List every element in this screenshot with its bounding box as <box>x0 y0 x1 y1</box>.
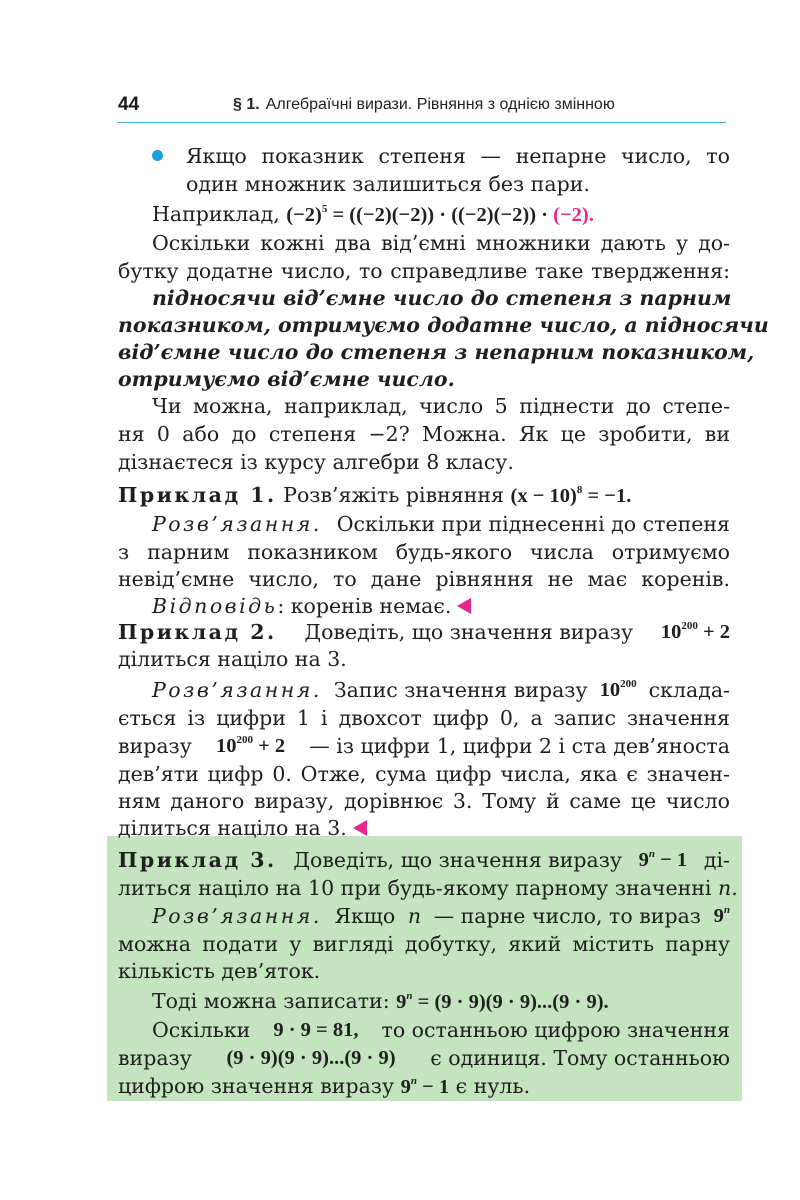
solution-expression: 9 · 9 = 81, <box>273 1019 359 1041</box>
solution-text: Тоді можна записати: <box>152 989 390 1013</box>
equation-rhs: = −1. <box>582 485 632 507</box>
example3-task: Доведіть, що значення виразу <box>293 848 622 872</box>
solution-expression <box>401 1076 450 1098</box>
running-header <box>118 92 726 123</box>
solution-text: виразу <box>118 734 192 758</box>
solution-text: цифрою значення виразу <box>118 1074 395 1098</box>
example3-heading <box>118 847 730 873</box>
solution-line: кількість дев’яток. <box>118 959 321 983</box>
end-marker-icon <box>353 820 367 836</box>
expr-exponent: 200 <box>681 620 698 632</box>
solution-line <box>118 1045 730 1071</box>
expr-exponent: n <box>723 904 730 916</box>
section-label: § 1. <box>233 96 260 113</box>
example1-solution-line <box>152 511 730 537</box>
solution-text: то останньою цифрою значення <box>381 1018 730 1042</box>
solution-expression <box>216 733 285 759</box>
paragraph-line: Оскільки кожні два від’ємні множники дають у до- <box>152 231 730 255</box>
expr-tail: − 1 <box>416 1076 450 1098</box>
solution-label: Розв’язання. <box>152 904 322 928</box>
example3-line <box>118 875 738 901</box>
expr-exponent: n <box>648 848 655 860</box>
solution-line: можна подати у вигляді добутку, який містить парну <box>118 932 730 956</box>
section-title-text: Алгебраїчні вирази. Рівняння з однією змінною <box>265 96 615 113</box>
solution-text: Якщо <box>334 904 396 928</box>
example2-heading <box>118 619 730 645</box>
solution-expression <box>396 991 609 1013</box>
example2-line: ділиться націло на 3. <box>118 647 347 671</box>
expr-base: 10 <box>215 735 237 757</box>
expr-base: 9 <box>400 1076 411 1098</box>
solution-line: дев’яти цифр 0. Отже, сума цифр числа, яка є значен- <box>118 762 730 786</box>
paragraph-line: бутку додатне число, то справедливе таке твердження: <box>118 259 730 283</box>
rule-line: підносячи від’ємне число до степеня з парним <box>152 286 732 310</box>
power-expansion: = ((−2)(−2)) · ((−2)(−2)) · <box>327 204 554 226</box>
solution-text: Запис значення виразу <box>333 678 588 702</box>
solution-line <box>118 1073 530 1100</box>
solution-expression <box>600 677 637 703</box>
expr-base: 9 <box>396 991 407 1013</box>
example1-answer <box>152 593 471 619</box>
example3-label: Приклад 3. <box>118 848 277 872</box>
example1-equation <box>511 485 632 507</box>
power-last-factor: (−2). <box>553 204 594 226</box>
example2-label: Приклад 2. <box>118 620 277 644</box>
bullet-line-1: Якщо показник степеня — непарне число, то <box>186 144 730 168</box>
expr-base: 9 <box>713 905 724 927</box>
expr-rhs: = (9 · 9)(9 · 9)...(9 · 9). <box>412 991 609 1013</box>
rule-line: від’ємне число до степеня з непарним показником, <box>118 340 755 364</box>
example3-expression <box>639 847 688 873</box>
solution-text: Оскільки при піднесенні до степеня <box>336 512 730 536</box>
rule-line: отримуємо від’ємне число. <box>118 367 455 391</box>
solution-text: ділиться націло на 3. <box>118 816 347 840</box>
solution-line: ється із цифри 1 і двохсот цифр 0, а запис значення <box>118 706 730 730</box>
section-title <box>233 96 615 114</box>
example-intro: Наприклад, <box>152 202 280 226</box>
solution-line <box>118 815 367 841</box>
power-base: (−2) <box>286 204 322 226</box>
example2-expression <box>661 619 730 645</box>
solution-line <box>118 733 730 759</box>
expr-base: 10 <box>660 621 682 643</box>
example2-task: Доведіть, що значення виразу <box>304 620 634 644</box>
solution-line: ням даного виразу, дорівнює 3. Тому й саме це число <box>118 789 730 813</box>
solution-expression: (9 · 9)(9 · 9)...(9 · 9) <box>226 1047 396 1069</box>
expr-tail: − 1 <box>655 849 688 871</box>
expr-exponent: n <box>406 990 413 1002</box>
expr-base: 10 <box>599 679 621 701</box>
solution-line: невід’ємне число, то дане рівняння не має коренів. <box>118 567 730 591</box>
power-exponent: 5 <box>321 203 328 215</box>
solution-line <box>152 1017 730 1043</box>
heading-text: литься націло на 10 при будь-якому парному значенні <box>118 876 712 900</box>
expr-tail: + 2 <box>697 621 730 643</box>
solution-expression <box>714 903 730 929</box>
solution-text: — із цифри 1, цифри 2 і ста дев’яноста <box>309 734 730 758</box>
bullet-icon <box>152 150 163 161</box>
bullet-line-2: один множник залишиться без пари. <box>186 172 590 196</box>
solution-label: Розв’язання. <box>152 512 322 536</box>
solution-text: склада- <box>648 678 730 702</box>
expr-tail: + 2 <box>252 735 286 757</box>
solution-text: — парне число, то вираз <box>433 904 701 928</box>
example3-solution-line <box>152 903 730 929</box>
variable: n <box>407 904 422 928</box>
example1-label: Приклад 1. <box>118 483 277 507</box>
paragraph-line: ня 0 або до степеня −2? Можна. Як це зробити, ви <box>118 422 730 446</box>
variable: n. <box>718 876 738 900</box>
expr-exponent: 200 <box>620 678 637 690</box>
expr-base: 9 <box>638 849 649 871</box>
solution-line: з парним показником будь-якого числа отримуємо <box>118 540 730 564</box>
solution-line <box>152 988 609 1015</box>
power-formula <box>286 204 594 226</box>
equation-exponent: 8 <box>576 484 583 496</box>
expr-exponent: n <box>410 1075 417 1087</box>
paragraph-line: дізнаєтеся із курсу алгебри 8 класу. <box>118 450 514 474</box>
page-number: 44 <box>118 94 140 115</box>
rule-line: показником, отримуємо додатне число, а підносячи <box>118 313 769 337</box>
paragraph-line: Чи можна, наприклад, число 5 піднести до степе- <box>152 394 730 418</box>
answer-label: Відповідь <box>152 594 278 618</box>
equation-base: (x − 10) <box>510 485 577 507</box>
solution-text: Оскільки <box>152 1018 251 1042</box>
example1-task: Розв’яжіть рівняння <box>283 483 504 507</box>
end-marker-icon <box>457 598 471 614</box>
answer-text: : коренів немає. <box>277 594 452 618</box>
expr-exponent: 200 <box>236 734 253 746</box>
example-power-line <box>152 201 594 228</box>
solution-label: Розв’язання. <box>152 678 322 702</box>
example2-solution-line <box>152 677 730 703</box>
solution-text: є нуль. <box>455 1074 531 1098</box>
heading-text: ді- <box>703 848 730 872</box>
example1-heading <box>118 482 631 509</box>
solution-text: є одиниця. Тому останньою <box>430 1046 730 1070</box>
solution-text: виразу <box>118 1046 192 1070</box>
